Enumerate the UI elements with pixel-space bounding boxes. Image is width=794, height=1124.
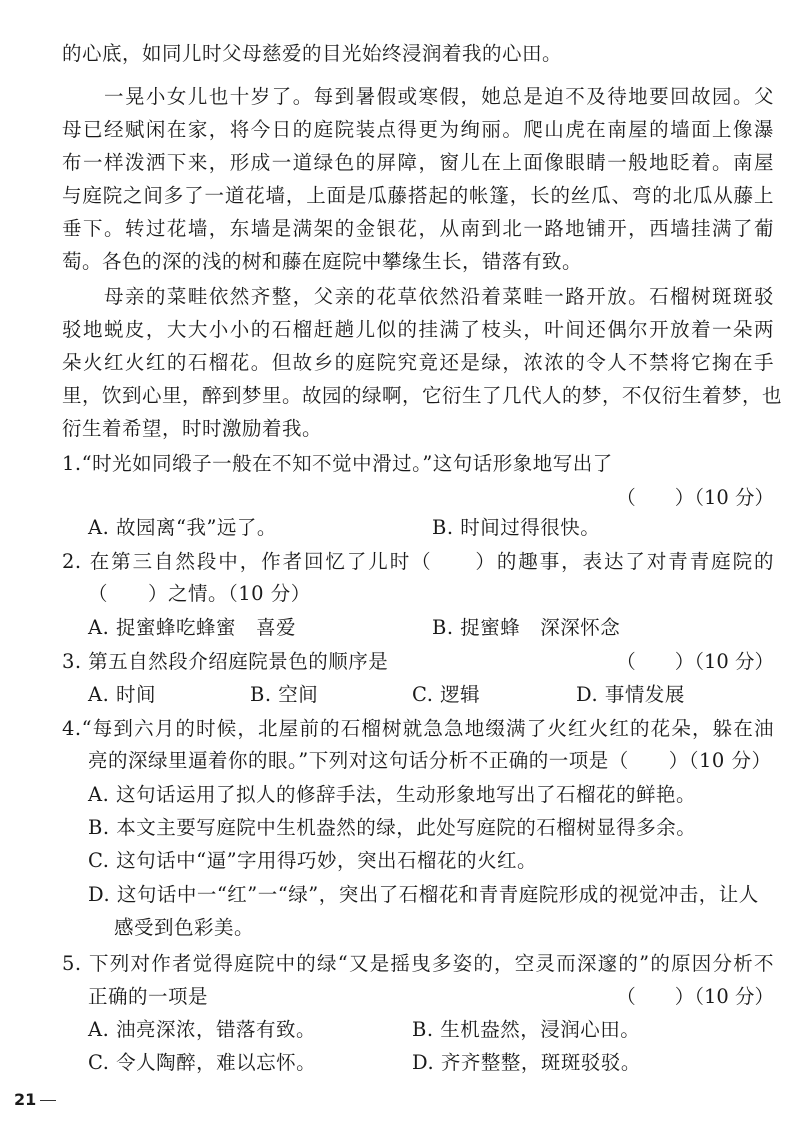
question-5-option-c[interactable]: C. 令人陶醉，难以忘怀。	[88, 1051, 317, 1074]
question-5-stem: 5. 下列对作者觉得庭院中的绿“又是摇曳多姿的，空灵而深邃的”的原因分析不	[62, 952, 774, 975]
passage-line: 母亲的菜畦依然齐整，父亲的花草依然沿着菜畦一路开放。石榴树斑斑驳	[104, 285, 774, 308]
question-5-answer-blank[interactable]: （ ）（10 分）	[616, 985, 774, 1008]
question-2-stem-cont: （ ）之情。（10 分）	[88, 582, 311, 605]
passage-line: 布一样泼洒下来，形成一道绿色的屏障，窗儿在上面像眼睛一般地眨着。南屋	[62, 151, 774, 174]
question-4-stem: 4.“每到六月的时候，北屋前的石榴树就急急地缀满了火红火红的花朵，躲在油	[62, 717, 774, 740]
question-4-option-d[interactable]: D. 这句话中一“红”一“绿”，突出了石榴花和青青庭院形成的视觉冲击，让人	[88, 883, 759, 906]
question-3-option-d[interactable]: D. 事情发展	[576, 683, 685, 706]
passage-line: 垂下。转过花墙，东墙是满架的金银花，从南到北一路地铺开，西墙挂满了葡	[62, 217, 774, 240]
question-2-stem: 2. 在第三自然段中，作者回忆了儿时（ ）的趣事，表达了对青青庭院的	[62, 550, 774, 573]
question-3-option-a[interactable]: A. 时间	[88, 683, 156, 706]
question-3-answer-blank[interactable]: （ ）（10 分）	[616, 650, 774, 673]
question-4-option-c[interactable]: C. 这句话中“逼”字用得巧妙，突出石榴花的火红。	[88, 849, 538, 872]
question-2-option-a[interactable]: A. 捉蜜蜂吃蜂蜜 喜爱	[88, 616, 296, 639]
question-4-option-a[interactable]: A. 这句话运用了拟人的修辞手法，生动形象地写出了石榴花的鲜艳。	[88, 783, 696, 806]
passage-line: 一晃小女儿也十岁了。每到暑假或寒假，她总是迫不及待地要回故园。父	[104, 85, 774, 108]
question-5-option-d[interactable]: D. 齐齐整整，斑斑驳驳。	[412, 1051, 641, 1074]
question-5-option-a[interactable]: A. 油亮深浓，错落有致。	[88, 1018, 316, 1041]
question-3-stem: 3. 第五自然段介绍庭院景色的顺序是	[62, 650, 389, 673]
passage-line: 母已经赋闲在家，将今日的庭院装点得更为绚丽。爬山虎在南屋的墙面上像瀑	[62, 118, 774, 141]
question-1-option-b[interactable]: B. 时间过得很快。	[432, 516, 601, 539]
passage-line: 的心底，如同儿时父母慈爱的目光始终浸润着我的心田。	[62, 42, 563, 65]
question-5-option-b[interactable]: B. 生机盎然，浸润心田。	[412, 1018, 641, 1041]
passage-line: 驳地蜕皮，大大小小的石榴赶趟儿似的挂满了枝头，叶间还偶尔开放着一朵两	[62, 318, 774, 341]
question-4-option-b[interactable]: B. 本文主要写庭院中生机盎然的绿，此处写庭院的石榴树显得多余。	[88, 816, 697, 839]
question-4-option-d-cont: 感受到色彩美。	[114, 916, 255, 939]
footer-divider	[40, 1100, 56, 1101]
question-5-stem-cont: 正确的一项是	[88, 985, 209, 1008]
question-2-option-b[interactable]: B. 捉蜜蜂 深深怀念	[432, 616, 621, 639]
passage-line: 萄。各色的深的浅的树和藤在庭院中攀缘生长，错落有致。	[62, 250, 583, 273]
passage-line: 衍生着希望，时时激励着我。	[62, 417, 323, 440]
passage-line: 里，饮到心里，醉到梦里。故园的绿啊，它衍生了几代人的梦，不仅衍生着梦，也	[62, 384, 783, 407]
passage-line: 与庭院之间多了一道花墙，上面是瓜藤搭起的帐篷，长的丝瓜、弯的北瓜从藤上	[62, 184, 774, 207]
question-3-option-c[interactable]: C. 逻辑	[412, 683, 481, 706]
question-1-answer-blank[interactable]: （ ）（10 分）	[616, 486, 774, 509]
question-1-stem: 1.“时光如同缎子一般在不知不觉中滑过。”这句话形象地写出了	[62, 452, 613, 475]
question-3-option-b[interactable]: B. 空间	[250, 683, 319, 706]
page-number: 21	[14, 1090, 37, 1109]
passage-line: 朵火红火红的石榴花。但故乡的庭院究竟还是绿，浓浓的令人不禁将它掬在手	[62, 351, 774, 374]
question-1-option-a[interactable]: A. 故园离“我”远了。	[88, 516, 277, 539]
question-4-stem-cont: 亮的深绿里逼着你的眼。”下列对这句话分析不正确的一项是（ ）（10 分）	[88, 749, 772, 772]
